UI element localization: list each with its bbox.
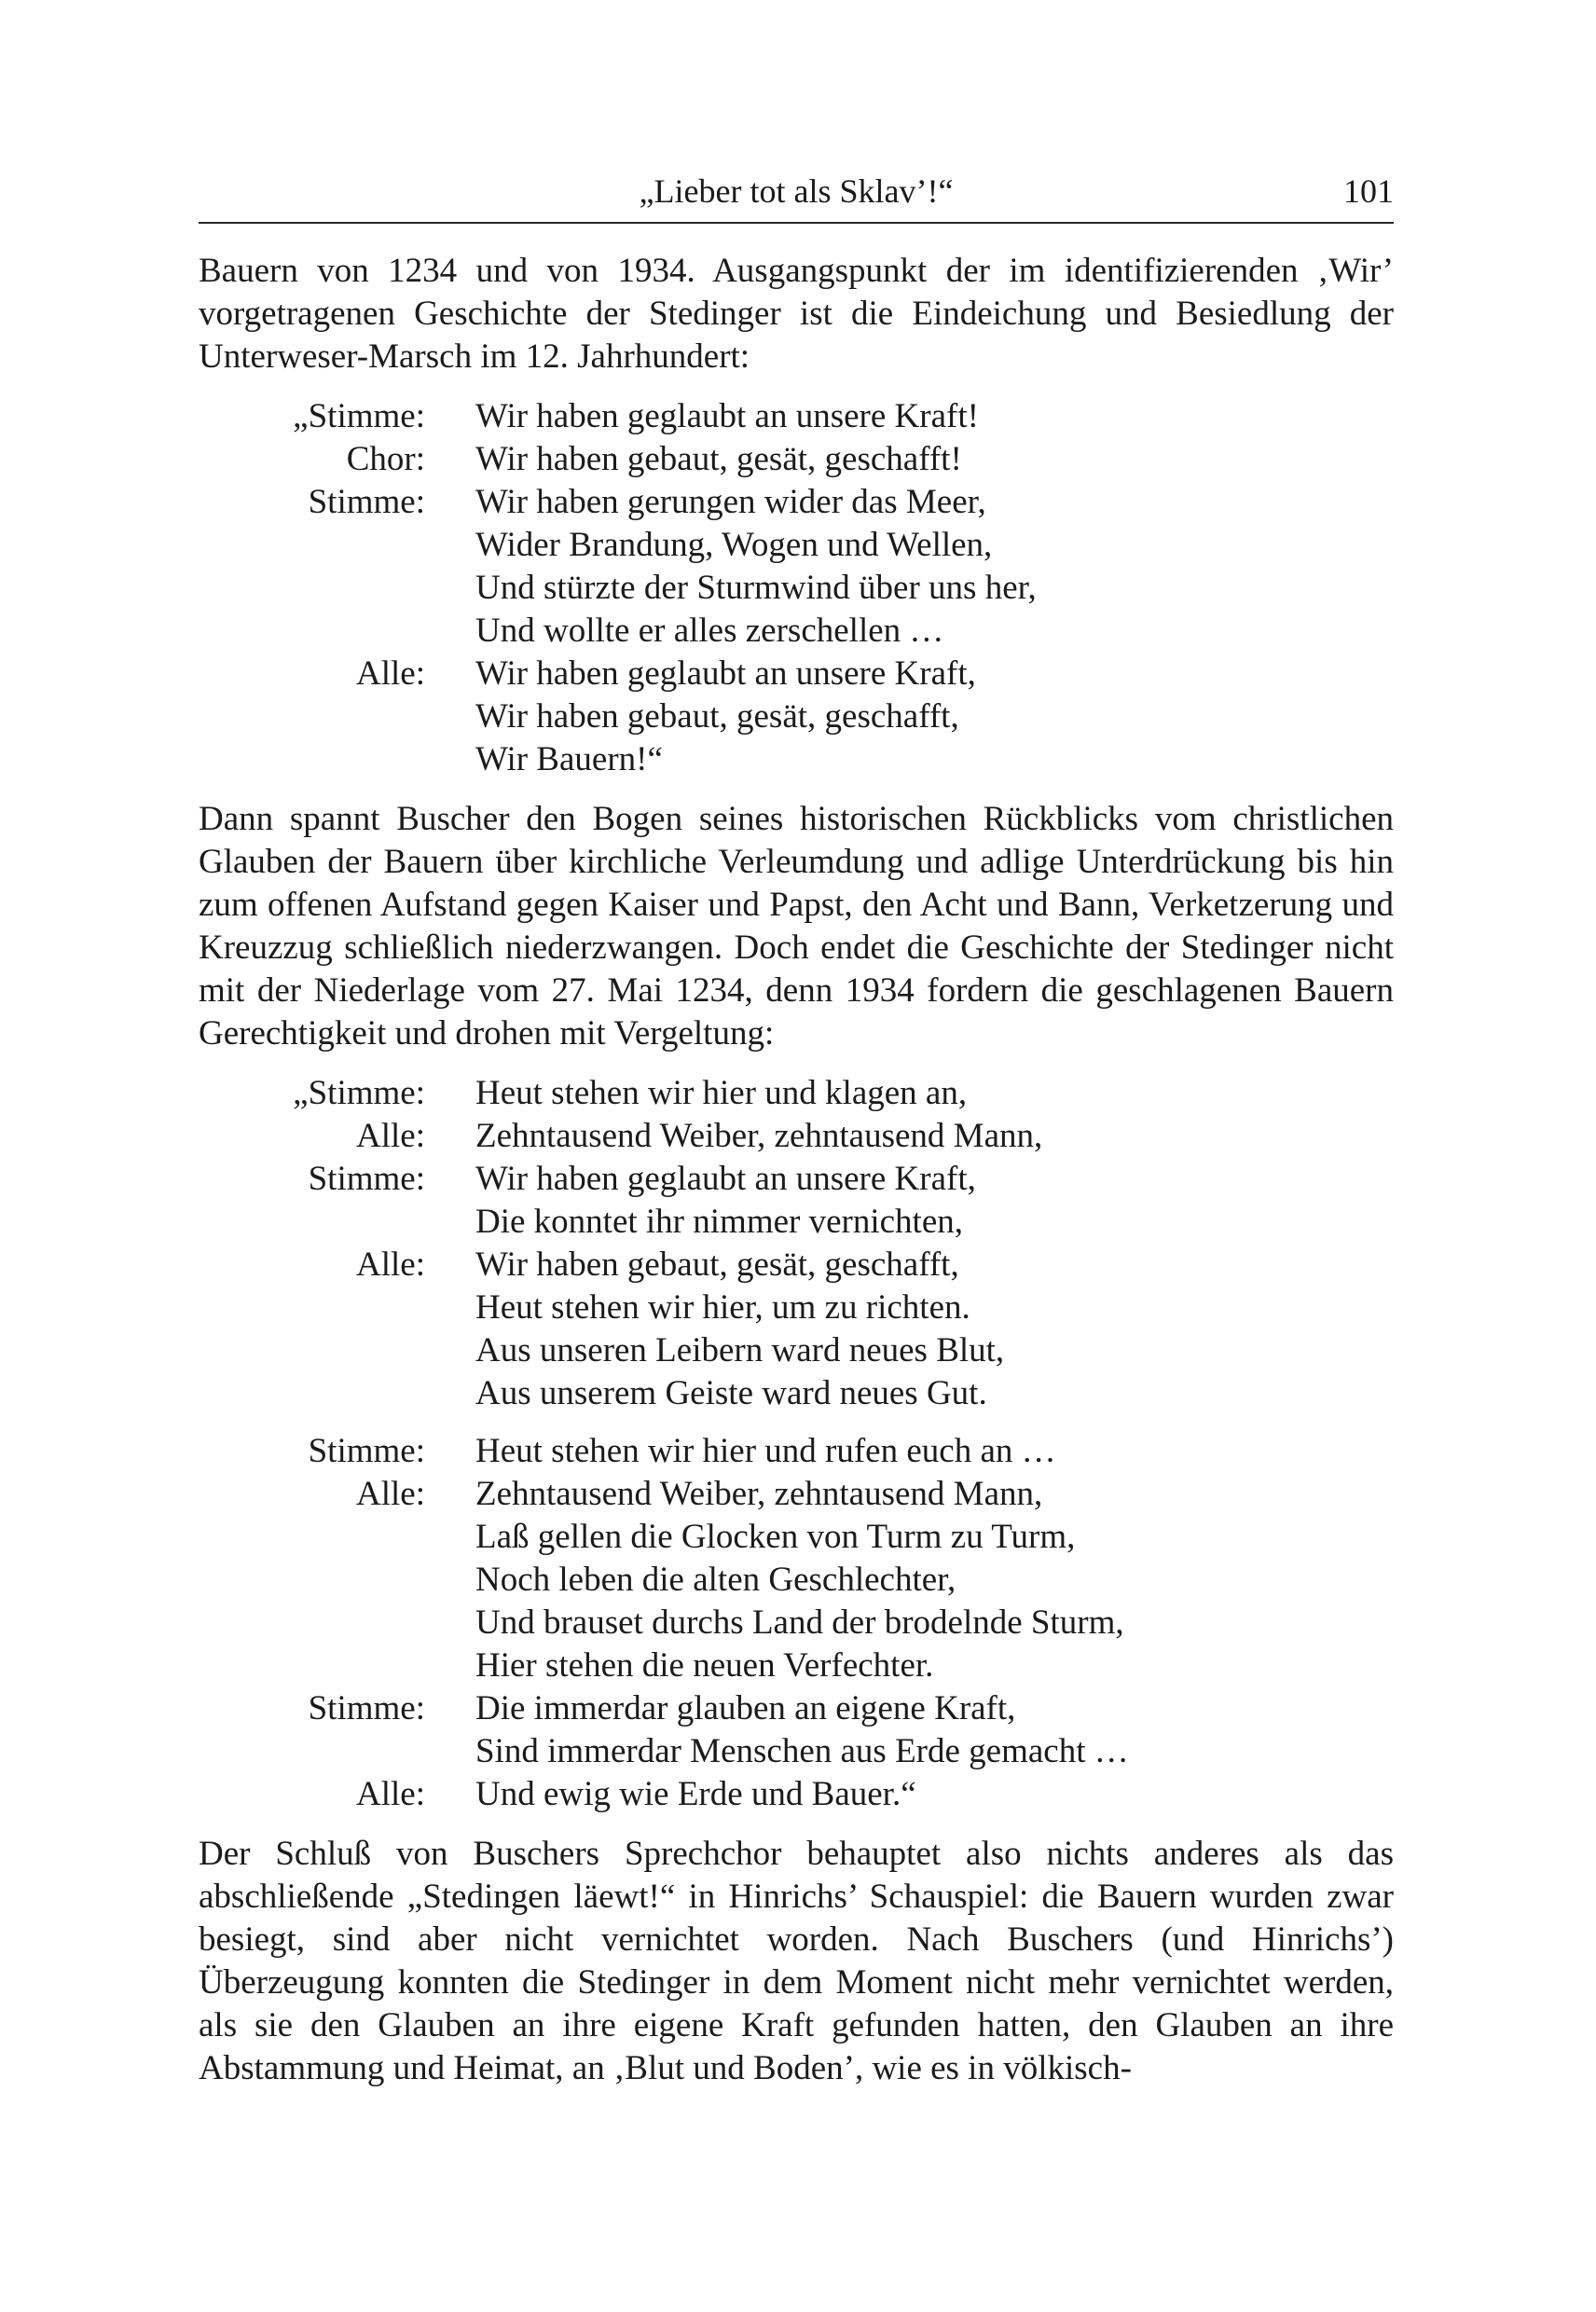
speaker-label	[199, 695, 425, 738]
verse-line	[199, 1687, 1394, 1730]
speaker-label: „Stimme:	[293, 1074, 425, 1112]
verse-line	[199, 653, 1394, 695]
running-title: „Lieber tot als Sklav’!“	[639, 172, 954, 210]
verse-text: Zehntausend Weiber, zehntausend Mann,	[475, 1475, 1043, 1513]
verse-text: Wir haben gerungen wider das Meer,	[475, 483, 986, 521]
paragraph-1: Bauern von 1234 und von 1934. Ausgangspunkt der im identifizierenden ‚Wir’ vorgetragenen Geschichte der Stedinger ist die Eindeichung und Besiedlung der Unterweser-Marsch im 12. Jahrhundert:	[199, 252, 1394, 376]
speaker-label	[199, 1559, 425, 1602]
verse-line	[199, 1072, 1394, 1115]
verse-line	[199, 567, 1394, 610]
speaker-label: Stimme:	[308, 1689, 425, 1727]
speaker-label: Stimme:	[308, 1160, 425, 1198]
speaker-label	[199, 567, 425, 610]
verse-quote-1	[199, 395, 1394, 781]
verse-text: Und stürzte der Sturmwind über uns her,	[475, 569, 1037, 607]
speaker-label: Alle:	[356, 654, 425, 693]
verse-text: Die konntet ihr nimmer vernichten,	[475, 1203, 963, 1241]
speaker-label	[199, 1516, 425, 1559]
page-number: 101	[1343, 172, 1394, 210]
speaker-label	[199, 1645, 425, 1687]
verse-line	[199, 481, 1394, 524]
verse-text: Aus unserem Geiste ward neues Gut.	[475, 1374, 987, 1412]
verse-line	[199, 1430, 1394, 1473]
verse-line	[199, 1158, 1394, 1201]
verse-line	[199, 1287, 1394, 1329]
book-page	[199, 0, 1394, 2312]
verse-text: Hier stehen die neuen Verfechter.	[475, 1646, 934, 1685]
header-rule	[199, 222, 1394, 224]
stanza-gap	[199, 1415, 1394, 1430]
verse-text: Laß gellen die Glocken von Turm zu Turm,	[475, 1518, 1076, 1556]
running-head	[199, 168, 1394, 214]
verse-text: Und wollte er alles zerschellen …	[475, 612, 944, 650]
verse-text: Wir haben geglaubt an unsere Kraft,	[475, 654, 976, 693]
verse-line	[199, 524, 1394, 567]
verse-line	[199, 1244, 1394, 1287]
speaker-label: Stimme:	[308, 1432, 425, 1470]
verse-line	[199, 1730, 1394, 1773]
speaker-label: Alle:	[356, 1245, 425, 1284]
verse-text: Die immerdar glauben an eigene Kraft,	[475, 1689, 1016, 1727]
verse-quote-2	[199, 1072, 1394, 1816]
verse-text: Wider Brandung, Wogen und Wellen,	[475, 526, 993, 564]
verse-line	[199, 1516, 1394, 1559]
speaker-label	[199, 1287, 425, 1329]
verse-text: Heut stehen wir hier und klagen an,	[475, 1074, 968, 1112]
verse-line	[199, 695, 1394, 738]
verse-text: Heut stehen wir hier und rufen euch an …	[475, 1432, 1056, 1470]
verse-text: Zehntausend Weiber, zehntausend Mann,	[475, 1117, 1043, 1155]
speaker-label	[199, 1602, 425, 1645]
speaker-label	[199, 1329, 425, 1372]
verse-text: Noch leben die alten Geschlechter,	[475, 1561, 956, 1599]
verse-line	[199, 1372, 1394, 1415]
verse-text: Wir haben gebaut, gesät, geschafft,	[475, 697, 959, 736]
verse-line	[199, 1329, 1394, 1372]
speaker-label: Alle:	[356, 1475, 425, 1513]
verse-text: Wir haben gebaut, gesät, geschafft,	[475, 1245, 959, 1284]
verse-text: Sind immerdar Menschen aus Erde gemacht …	[475, 1732, 1129, 1770]
paragraph-2: Dann spannt Buscher den Bogen seines historischen Rückblicks vom christlichen Glauben der Bauern über kirchliche Verleumdung und adlige Unterdrückung bis hin zum offenen Aufstand gegen Kaiser und Papst, den Acht und Bann, Verketzerung und Kreuzzug schließlich niederzwangen. Doch endet die Geschichte der Stedinger nicht mit der Niederlage vom 27. Mai 1234, denn 1934 fordern die geschlagenen Bauern Gerechtigkeit und drohen mit Vergeltung:	[199, 800, 1394, 1053]
verse-line	[199, 1473, 1394, 1516]
verse-line	[199, 1115, 1394, 1158]
verse-line	[199, 1602, 1394, 1645]
verse-line	[199, 738, 1394, 781]
verse-text: Wir haben geglaubt an unsere Kraft!	[475, 397, 979, 435]
speaker-label	[199, 1730, 425, 1773]
speaker-label: Stimme:	[308, 483, 425, 521]
speaker-label	[199, 1372, 425, 1415]
verse-line	[199, 610, 1394, 653]
speaker-label: „Stimme:	[293, 397, 425, 435]
verse-text: Und brauset durchs Land der brodelnde Sturm,	[475, 1603, 1124, 1642]
verse-line	[199, 1773, 1394, 1816]
verse-text: Wir haben gebaut, gesät, geschafft!	[475, 440, 962, 478]
speaker-label	[199, 1201, 425, 1244]
verse-line	[199, 1201, 1394, 1244]
speaker-label: Chor:	[346, 440, 425, 478]
verse-line	[199, 395, 1394, 438]
speaker-label: Alle:	[356, 1117, 425, 1155]
verse-text: Und ewig wie Erde und Bauer.“	[475, 1775, 916, 1813]
paragraph-3: Der Schluß von Buschers Sprechchor behauptet also nichts anderes als das abschließende „Stedingen läewt!“ in Hinrichs’ Schauspiel: die Bauern wurden zwar besiegt, sind aber nicht vernichtet worden. Nach Buschers (und Hinrichs’) Überzeugung konnten die Stedinger in dem Moment nicht mehr vernichtet werden, als sie den Glauben an ihre eigene Kraft gefunden hatten, den Glauben an ihre Abstammung und Heimat, an ‚Blut und Boden’, wie es in völkisch-	[199, 1835, 1394, 2087]
verse-text: Wir haben geglaubt an unsere Kraft,	[475, 1160, 976, 1198]
speaker-label	[199, 610, 425, 653]
verse-text: Wir Bauern!“	[475, 740, 663, 778]
verse-text: Heut stehen wir hier, um zu richten.	[475, 1288, 970, 1327]
verse-line	[199, 438, 1394, 481]
speaker-label: Alle:	[356, 1775, 425, 1813]
verse-text: Aus unseren Leibern ward neues Blut,	[475, 1331, 1005, 1369]
speaker-label	[199, 524, 425, 567]
verse-line	[199, 1645, 1394, 1687]
verse-line	[199, 1559, 1394, 1602]
body-text	[199, 250, 1394, 2090]
speaker-label	[199, 738, 425, 781]
